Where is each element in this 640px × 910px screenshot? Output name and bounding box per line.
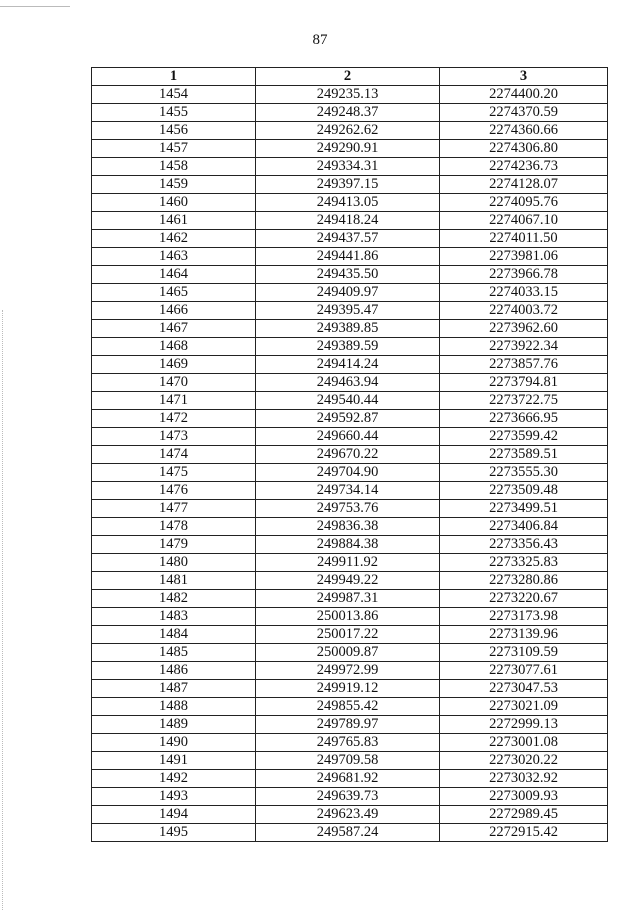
point-number-cell: 1495 [92, 824, 256, 842]
table-row [92, 410, 608, 428]
table-row [92, 770, 608, 788]
y-coordinate-cell: 2274128.07 [440, 176, 608, 194]
point-number-cell: 1454 [92, 86, 256, 104]
point-number-cell: 1460 [92, 194, 256, 212]
y-coordinate-cell: 2274033.15 [440, 284, 608, 302]
x-coordinate-cell: 250013.86 [256, 608, 440, 626]
table-row [92, 392, 608, 410]
point-number-cell: 1472 [92, 410, 256, 428]
point-number-cell: 1483 [92, 608, 256, 626]
point-number-cell: 1475 [92, 464, 256, 482]
y-coordinate-cell: 2274003.72 [440, 302, 608, 320]
x-coordinate-cell: 249765.83 [256, 734, 440, 752]
table-row [92, 788, 608, 806]
y-coordinate-cell: 2273325.83 [440, 554, 608, 572]
table-row [92, 158, 608, 176]
coordinates-table [91, 67, 608, 842]
column-header: 2 [256, 68, 440, 86]
table-row [92, 320, 608, 338]
x-coordinate-cell: 249855.42 [256, 698, 440, 716]
table-row [92, 806, 608, 824]
point-number-cell: 1466 [92, 302, 256, 320]
point-number-cell: 1481 [92, 572, 256, 590]
table-row [92, 446, 608, 464]
y-coordinate-cell: 2273077.61 [440, 662, 608, 680]
x-coordinate-cell: 249884.38 [256, 536, 440, 554]
y-coordinate-cell: 2273589.51 [440, 446, 608, 464]
x-coordinate-cell: 249389.59 [256, 338, 440, 356]
table-row [92, 644, 608, 662]
y-coordinate-cell: 2274236.73 [440, 158, 608, 176]
table-row [92, 464, 608, 482]
table-row [92, 302, 608, 320]
y-coordinate-cell: 2273032.92 [440, 770, 608, 788]
x-coordinate-cell: 249704.90 [256, 464, 440, 482]
table-row [92, 140, 608, 158]
point-number-cell: 1456 [92, 122, 256, 140]
point-number-cell: 1486 [92, 662, 256, 680]
x-coordinate-cell: 249789.97 [256, 716, 440, 734]
x-coordinate-cell: 249290.91 [256, 140, 440, 158]
x-coordinate-cell: 249441.86 [256, 248, 440, 266]
point-number-cell: 1473 [92, 428, 256, 446]
table-row [92, 662, 608, 680]
y-coordinate-cell: 2272999.13 [440, 716, 608, 734]
y-coordinate-cell: 2273962.60 [440, 320, 608, 338]
x-coordinate-cell: 249753.76 [256, 500, 440, 518]
table-row [92, 86, 608, 104]
point-number-cell: 1489 [92, 716, 256, 734]
x-coordinate-cell: 249395.47 [256, 302, 440, 320]
table-row [92, 716, 608, 734]
table-row [92, 428, 608, 446]
x-coordinate-cell: 249587.24 [256, 824, 440, 842]
point-number-cell: 1463 [92, 248, 256, 266]
y-coordinate-cell: 2273981.06 [440, 248, 608, 266]
y-coordinate-cell: 2273794.81 [440, 374, 608, 392]
table-row [92, 284, 608, 302]
column-header: 3 [440, 68, 608, 86]
y-coordinate-cell: 2274067.10 [440, 212, 608, 230]
x-coordinate-cell: 249437.57 [256, 230, 440, 248]
point-number-cell: 1455 [92, 104, 256, 122]
table-row [92, 122, 608, 140]
x-coordinate-cell: 249709.58 [256, 752, 440, 770]
y-coordinate-cell: 2273666.95 [440, 410, 608, 428]
y-coordinate-cell: 2273047.53 [440, 680, 608, 698]
table-row [92, 572, 608, 590]
y-coordinate-cell: 2273021.09 [440, 698, 608, 716]
point-number-cell: 1477 [92, 500, 256, 518]
table-row [92, 356, 608, 374]
point-number-cell: 1482 [92, 590, 256, 608]
x-coordinate-cell: 249987.31 [256, 590, 440, 608]
point-number-cell: 1478 [92, 518, 256, 536]
point-number-cell: 1470 [92, 374, 256, 392]
point-number-cell: 1487 [92, 680, 256, 698]
point-number-cell: 1492 [92, 770, 256, 788]
x-coordinate-cell: 249435.50 [256, 266, 440, 284]
x-coordinate-cell: 249670.22 [256, 446, 440, 464]
page-number: 87 [312, 32, 328, 48]
y-coordinate-cell: 2272915.42 [440, 824, 608, 842]
y-coordinate-cell: 2273001.08 [440, 734, 608, 752]
x-coordinate-cell: 249248.37 [256, 104, 440, 122]
x-coordinate-cell: 249413.05 [256, 194, 440, 212]
table-row [92, 500, 608, 518]
y-coordinate-cell: 2273499.51 [440, 500, 608, 518]
point-number-cell: 1480 [92, 554, 256, 572]
y-coordinate-cell: 2273406.84 [440, 518, 608, 536]
point-number-cell: 1471 [92, 392, 256, 410]
y-coordinate-cell: 2273722.75 [440, 392, 608, 410]
table-row [92, 104, 608, 122]
x-coordinate-cell: 249623.49 [256, 806, 440, 824]
y-coordinate-cell: 2273599.42 [440, 428, 608, 446]
y-coordinate-cell: 2273109.59 [440, 644, 608, 662]
column-header: 1 [92, 68, 256, 86]
y-coordinate-cell: 2273356.43 [440, 536, 608, 554]
x-coordinate-cell: 249911.92 [256, 554, 440, 572]
y-coordinate-cell: 2274095.76 [440, 194, 608, 212]
scan-edge-line [2, 310, 3, 910]
point-number-cell: 1461 [92, 212, 256, 230]
point-number-cell: 1493 [92, 788, 256, 806]
point-number-cell: 1458 [92, 158, 256, 176]
y-coordinate-cell: 2274306.80 [440, 140, 608, 158]
y-coordinate-cell: 2274400.20 [440, 86, 608, 104]
x-coordinate-cell: 249409.97 [256, 284, 440, 302]
y-coordinate-cell: 2273280.86 [440, 572, 608, 590]
x-coordinate-cell: 249235.13 [256, 86, 440, 104]
y-coordinate-cell: 2273139.96 [440, 626, 608, 644]
point-number-cell: 1491 [92, 752, 256, 770]
x-coordinate-cell: 250017.22 [256, 626, 440, 644]
y-coordinate-cell: 2274360.66 [440, 122, 608, 140]
y-coordinate-cell: 2272989.45 [440, 806, 608, 824]
point-number-cell: 1469 [92, 356, 256, 374]
table-row [92, 230, 608, 248]
x-coordinate-cell: 249660.44 [256, 428, 440, 446]
point-number-cell: 1490 [92, 734, 256, 752]
point-number-cell: 1462 [92, 230, 256, 248]
table-row [92, 212, 608, 230]
x-coordinate-cell: 249418.24 [256, 212, 440, 230]
x-coordinate-cell: 249949.22 [256, 572, 440, 590]
table-row [92, 608, 608, 626]
table-row [92, 248, 608, 266]
y-coordinate-cell: 2273966.78 [440, 266, 608, 284]
table-row [92, 590, 608, 608]
x-coordinate-cell: 249919.12 [256, 680, 440, 698]
x-coordinate-cell: 249334.31 [256, 158, 440, 176]
point-number-cell: 1494 [92, 806, 256, 824]
x-coordinate-cell: 249262.62 [256, 122, 440, 140]
point-number-cell: 1465 [92, 284, 256, 302]
x-coordinate-cell: 249463.94 [256, 374, 440, 392]
y-coordinate-cell: 2273009.93 [440, 788, 608, 806]
y-coordinate-cell: 2273220.67 [440, 590, 608, 608]
table-row [92, 752, 608, 770]
x-coordinate-cell: 249836.38 [256, 518, 440, 536]
point-number-cell: 1467 [92, 320, 256, 338]
table-row [92, 680, 608, 698]
scan-edge-line [0, 6, 70, 7]
x-coordinate-cell: 249389.85 [256, 320, 440, 338]
table-row [92, 374, 608, 392]
point-number-cell: 1476 [92, 482, 256, 500]
table-row [92, 536, 608, 554]
x-coordinate-cell: 249972.99 [256, 662, 440, 680]
y-coordinate-cell: 2274011.50 [440, 230, 608, 248]
point-number-cell: 1457 [92, 140, 256, 158]
table-header-row [92, 68, 608, 86]
table-row [92, 266, 608, 284]
y-coordinate-cell: 2273173.98 [440, 608, 608, 626]
point-number-cell: 1468 [92, 338, 256, 356]
x-coordinate-cell: 249397.15 [256, 176, 440, 194]
point-number-cell: 1484 [92, 626, 256, 644]
table-row [92, 338, 608, 356]
table-row [92, 824, 608, 842]
y-coordinate-cell: 2273555.30 [440, 464, 608, 482]
point-number-cell: 1485 [92, 644, 256, 662]
table-row [92, 518, 608, 536]
table-row [92, 734, 608, 752]
x-coordinate-cell: 249540.44 [256, 392, 440, 410]
point-number-cell: 1479 [92, 536, 256, 554]
y-coordinate-cell: 2273509.48 [440, 482, 608, 500]
x-coordinate-cell: 249734.14 [256, 482, 440, 500]
table-row [92, 554, 608, 572]
y-coordinate-cell: 2274370.59 [440, 104, 608, 122]
point-number-cell: 1488 [92, 698, 256, 716]
y-coordinate-cell: 2273020.22 [440, 752, 608, 770]
table-row [92, 194, 608, 212]
point-number-cell: 1474 [92, 446, 256, 464]
x-coordinate-cell: 250009.87 [256, 644, 440, 662]
point-number-cell: 1459 [92, 176, 256, 194]
x-coordinate-cell: 249681.92 [256, 770, 440, 788]
x-coordinate-cell: 249592.87 [256, 410, 440, 428]
x-coordinate-cell: 249639.73 [256, 788, 440, 806]
table-row [92, 626, 608, 644]
table-row [92, 482, 608, 500]
table-row [92, 698, 608, 716]
y-coordinate-cell: 2273857.76 [440, 356, 608, 374]
table-row [92, 176, 608, 194]
y-coordinate-cell: 2273922.34 [440, 338, 608, 356]
point-number-cell: 1464 [92, 266, 256, 284]
table-body [92, 86, 608, 842]
x-coordinate-cell: 249414.24 [256, 356, 440, 374]
